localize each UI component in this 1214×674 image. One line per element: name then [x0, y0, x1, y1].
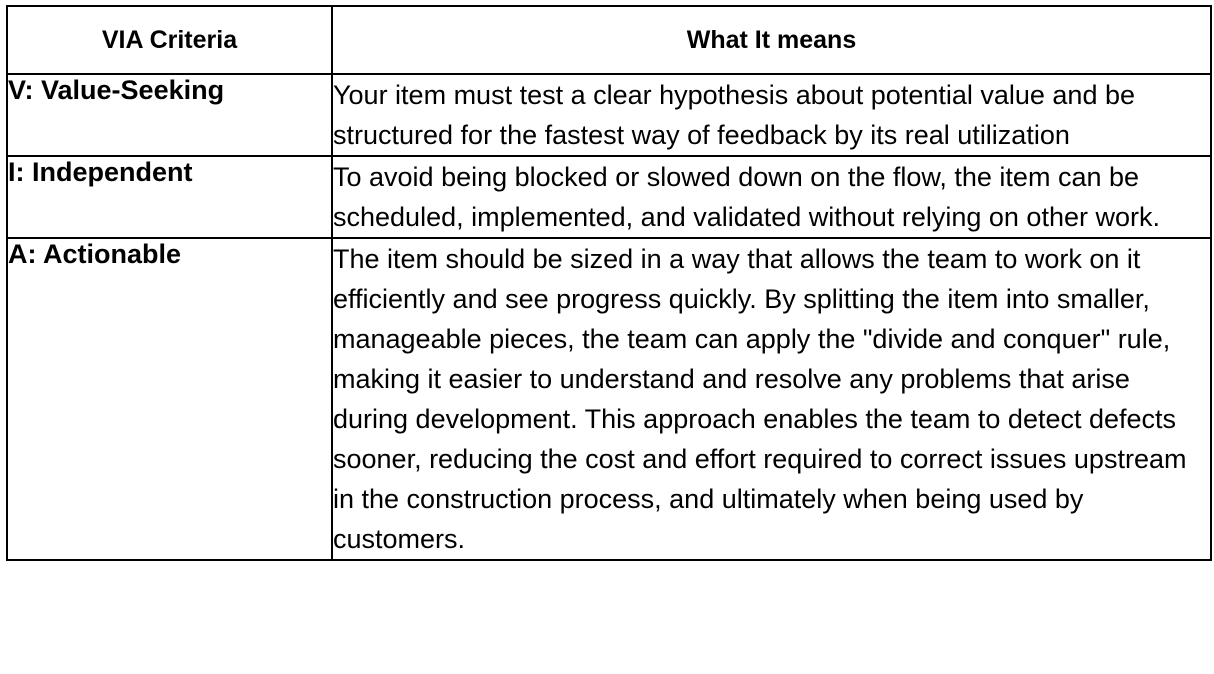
- column-header-what-it-means: What It means: [332, 6, 1211, 74]
- via-criteria-table: [6, 5, 1212, 561]
- criterion-cell: V: Value-Seeking: [7, 74, 332, 156]
- column-header-via-criteria: VIA Criteria: [7, 6, 332, 74]
- criterion-cell: I: Independent: [7, 156, 332, 238]
- table-header-row: [7, 6, 1211, 74]
- meaning-cell: The item should be sized in a way that allows the team to work on it efficiently and see progress quickly. By splitting the item into smaller, manageable pieces, the team can apply the "divide and conquer" rule, making it easier to understand and resolve any problems that arise during development. This approach enables the team to detect defects sooner, reducing the cost and effort required to correct issues upstream in the construction process, and ultimately when being used by customers.: [332, 238, 1211, 560]
- criterion-cell: A: Actionable: [7, 238, 332, 560]
- table-row-value-seeking: [7, 74, 1211, 156]
- meaning-cell: Your item must test a clear hypothesis about potential value and be structured for the fastest way of feedback by its real utilization: [332, 74, 1211, 156]
- meaning-cell: To avoid being blocked or slowed down on the flow, the item can be scheduled, implemented, and validated without relying on other work.: [332, 156, 1211, 238]
- table-row-actionable: [7, 238, 1211, 560]
- table-row-independent: [7, 156, 1211, 238]
